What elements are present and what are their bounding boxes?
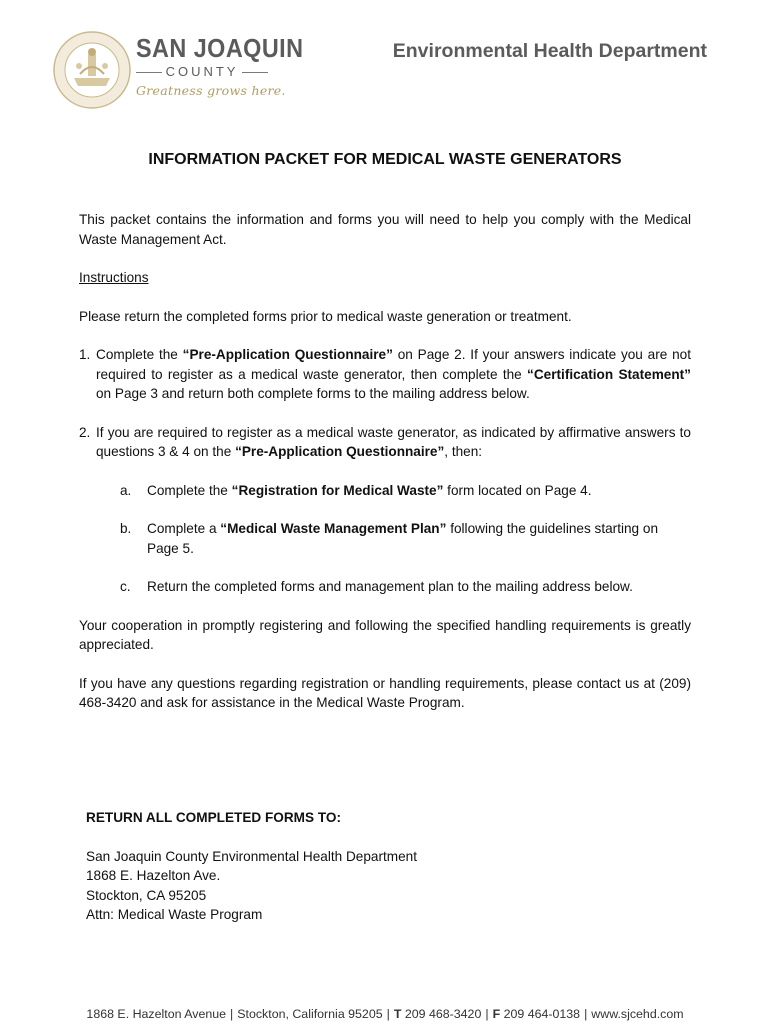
county-rule-left — [136, 72, 162, 73]
step-1-text-1: Complete the — [96, 347, 183, 362]
county-name: SAN JOAQUIN — [136, 33, 304, 63]
step-2-number: 2. — [79, 424, 91, 440]
footer-separator: | — [386, 1007, 390, 1021]
county-rule-right — [242, 72, 268, 73]
step-2a-text-2: form located on Page 4. — [443, 482, 592, 498]
step-2a-text-1: Complete the — [147, 482, 232, 498]
step-2-text-1: If you are required to register as a medical waste generator, as indicated by affirmative answers to questions 3 & 4 on the — [96, 424, 691, 459]
step-2a — [79, 481, 691, 501]
return-line-2: 1868 E. Hazelton Ave. — [86, 868, 221, 883]
step-2-bold-1: “Pre-Application Questionnaire” — [235, 444, 445, 459]
department-title: Environmental Health Department — [392, 40, 707, 62]
return-line-3: Stockton, CA 95205 — [86, 887, 207, 903]
county-word: COUNTY — [165, 64, 239, 79]
step-1-text-3: on Page 3 and return both complete forms to the mailing address below. — [96, 386, 530, 401]
return-line-1: San Joaquin County Environmental Health Department — [86, 848, 417, 864]
step-1-text-2: on Page 2. If your answers indicate you are not required to register as a medical waste generator, then complete the — [96, 347, 691, 382]
footer-separator: | — [485, 1007, 489, 1021]
step-2b-letter: b. — [120, 521, 132, 536]
footer-separator: | — [584, 1007, 588, 1021]
step-2c — [79, 577, 691, 597]
footer-fax-label: F — [492, 1007, 501, 1021]
return-heading: RETURN ALL COMPLETED FORMS TO: — [86, 810, 342, 825]
step-1 — [79, 345, 691, 404]
step-2c-letter: c. — [120, 579, 131, 594]
step-2-text-2: , then: — [444, 444, 483, 459]
step-2b-text-1: Complete a — [147, 521, 221, 536]
step-2a-bold-1: “Registration for Medical Waste” — [231, 482, 444, 498]
step-2b-bold-1: “Medical Waste Management Plan” — [220, 521, 447, 536]
footer-city: Stockton, California 95205 — [237, 1007, 383, 1021]
step-2a-letter: a. — [120, 482, 132, 498]
step-1-bold-2: “Certification Statement” — [527, 366, 691, 382]
instructions-heading: Instructions — [79, 270, 149, 285]
page-title: INFORMATION PACKET FOR MEDICAL WASTE GENERATORS — [148, 151, 622, 168]
county-word-row — [136, 64, 268, 80]
footer-address: 1868 E. Hazelton Avenue — [86, 1007, 227, 1021]
return-address-block — [86, 808, 417, 925]
county-tagline: Greatness grows here. — [136, 83, 286, 98]
step-2 — [79, 423, 691, 462]
step-2b-text-2: following the guidelines starting on Page 5. — [147, 521, 659, 556]
footer-website[interactable]: www.sjcehd.com — [591, 1007, 684, 1021]
footer-phone-label: T — [393, 1007, 402, 1021]
step-2c-text-1: Return the completed forms and management plan to the mailing address below. — [147, 579, 633, 594]
footer-phone: 209 468-3420 — [404, 1007, 482, 1021]
county-logo — [52, 30, 304, 110]
intro-paragraph: This packet contains the information and forms you will need to help you comply with the Medical Waste Management Act. — [79, 212, 691, 247]
return-line-4: Attn: Medical Waste Program — [86, 907, 263, 922]
step-2b — [79, 519, 691, 558]
step-1-number: 1. — [79, 347, 91, 362]
instructions-lead: Please return the completed forms prior to medical waste generation or treatment. — [79, 308, 572, 324]
main-content — [79, 210, 691, 713]
county-seal-icon — [52, 30, 132, 110]
questions-paragraph: If you have any questions regarding registration or handling requirements, please contact us at (209) 468-3420 and ask for assistance in the Medical Waste Program. — [79, 675, 691, 710]
footer-separator: | — [230, 1007, 234, 1021]
step-1-bold-1: “Pre-Application Questionnaire” — [182, 347, 393, 362]
page-footer — [0, 1007, 770, 1021]
cooperation-paragraph: Your cooperation in promptly registering and following the specified handling requirements is greatly appreciated. — [79, 617, 691, 652]
footer-fax: 209 464-0138 — [503, 1007, 581, 1021]
